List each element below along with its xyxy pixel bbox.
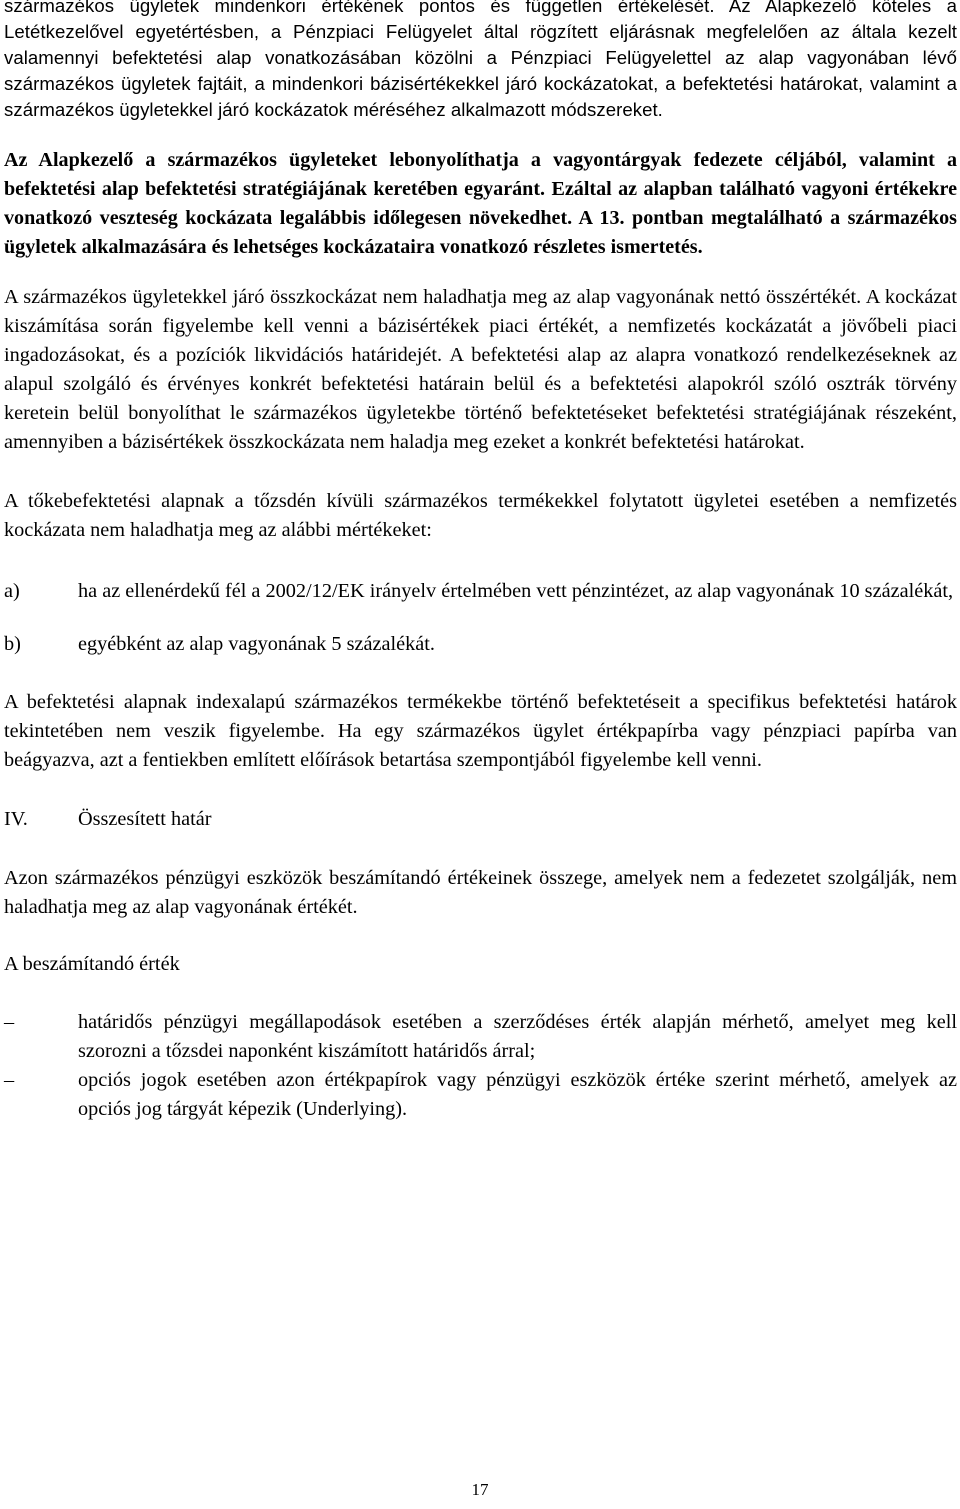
paragraph-total-risk: A származékos ügyletekkel járó összkockázat nem haladhatja meg az alap vagyonának nettó összértékét. A kockázat kiszámítása során figyelembe kell venni a bázisértékek piaci értékét, a nemfizetés kockázatát a jövőbeli piaci ingadozásokat, és a pozíciók likvidációs határidejét. A befektetési alap az alapra vonatkozó rendelkezéseknek az alapul szolgáló és érvényes konkrét befektetési határain belül és a befektetési alapokról szóló osztrák törvény keretein belül bonyolíthat le származékos ügyletekbe történő befektetéseket befektetési stratégiájának részeként, amennyiben a bázisértékek összkockázata nem haladja meg ezeket a konkrét befektetési határokat. [4, 286, 957, 453]
list-item-text: egyébként az alap vagyonának 5 százalékát. [78, 633, 435, 655]
list-marker: b) [4, 633, 21, 655]
paragraph-otc-counterparty-risk: A tőkebefektetési alapnak a tőzsdén kívüli származékos termékekkel folytatott ügyletei esetében a nemfizetés kockázata nem haladhatja meg az alábbi mértékeket: [4, 490, 957, 541]
list-marker: a) [4, 580, 20, 602]
list-item [4, 1008, 957, 1066]
paragraph-derivative-valuation: származékos ügyletek mindenkori értékének pontos és független értékelését. Az Alapkezelő köteles a Letétkezelővel egyetértésben, a Pénzpiaci Felügyelet által rögzített eljárásnak megfelelően az általa kezelt valamennyi befektetési alap vonatkozásában közölni a Pénzpiaci Felügyelettel az alap vagyonában lévő származékos ügyletek fajtáit, a mindenkori bázisértékekkel járó kockázatokat, a befektetési határokat, valamint a származékos ügyletekkel járó kockázatok méréséhez alkalmazott módszereket. [4, 0, 957, 120]
list-item [4, 1066, 957, 1124]
list-item [4, 577, 957, 606]
section-title: Összesített határ [78, 808, 212, 830]
list-item-text: opciós jogok esetében azon értékpapírok vagy pénzügyi eszközök értéke szerint mérhető, amelyek az opciós jog tárgyát képezik (Underlying). [78, 1069, 957, 1120]
dash-marker: – [4, 1069, 15, 1091]
counterparty-limit-list [4, 577, 957, 659]
dash-marker: – [4, 1011, 15, 1033]
paragraph-creditable-value-intro: A beszámítandó érték [4, 953, 180, 975]
page-number: 17 [471, 1480, 489, 1499]
list-item [4, 630, 957, 659]
creditable-value-list [4, 1008, 957, 1124]
section-heading [4, 805, 957, 834]
section-number: IV. [4, 808, 28, 830]
paragraph-index-derivatives: A befektetési alapnak indexalapú származékos termékekbe történő befektetéseit a specifikus befektetési határok tekintetében nem veszik figyelembe. Ha egy származékos ügylet értékpapírba vagy pénzpiaci papírba van beágyazva, azt a fentiekben említett előírások betartása szempontjából figyelembe kell venni. [4, 691, 957, 771]
paragraph-derivative-risk-bold: Az Alapkezelő a származékos ügyleteket lebonyolíthatja a vagyontárgyak fedezete céljából, valamint a befektetési alap befektetési stratégiájának keretében egyaránt. Ezáltal az alapban található vagyoni értékekre vonatkozó veszteség kockázata legalábbis időlegesen növekedhet. A 13. pontban megtalálható a származékos ügyletek alkalmazására és lehetséges kockázataira vonatkozó részletes ismertetés. [4, 149, 957, 258]
list-item-text: határidős pénzügyi megállapodások esetében a szerződéses érték alapján mérhető, amelyet meg kell szorozni a tőzsdei naponként kiszámított határidős árral; [78, 1011, 957, 1062]
paragraph-aggregate-limit: Azon származékos pénzügyi eszközök beszámítandó értékeinek összege, amelyek nem a fedezetet szolgálják, nem haladhatja meg az alap vagyonának értékét. [4, 867, 957, 918]
list-item-text: ha az ellenérdekű fél a 2002/12/EK irányelv értelmében vett pénzintézet, az alap vagyonának 10 százalékát, [78, 580, 954, 602]
